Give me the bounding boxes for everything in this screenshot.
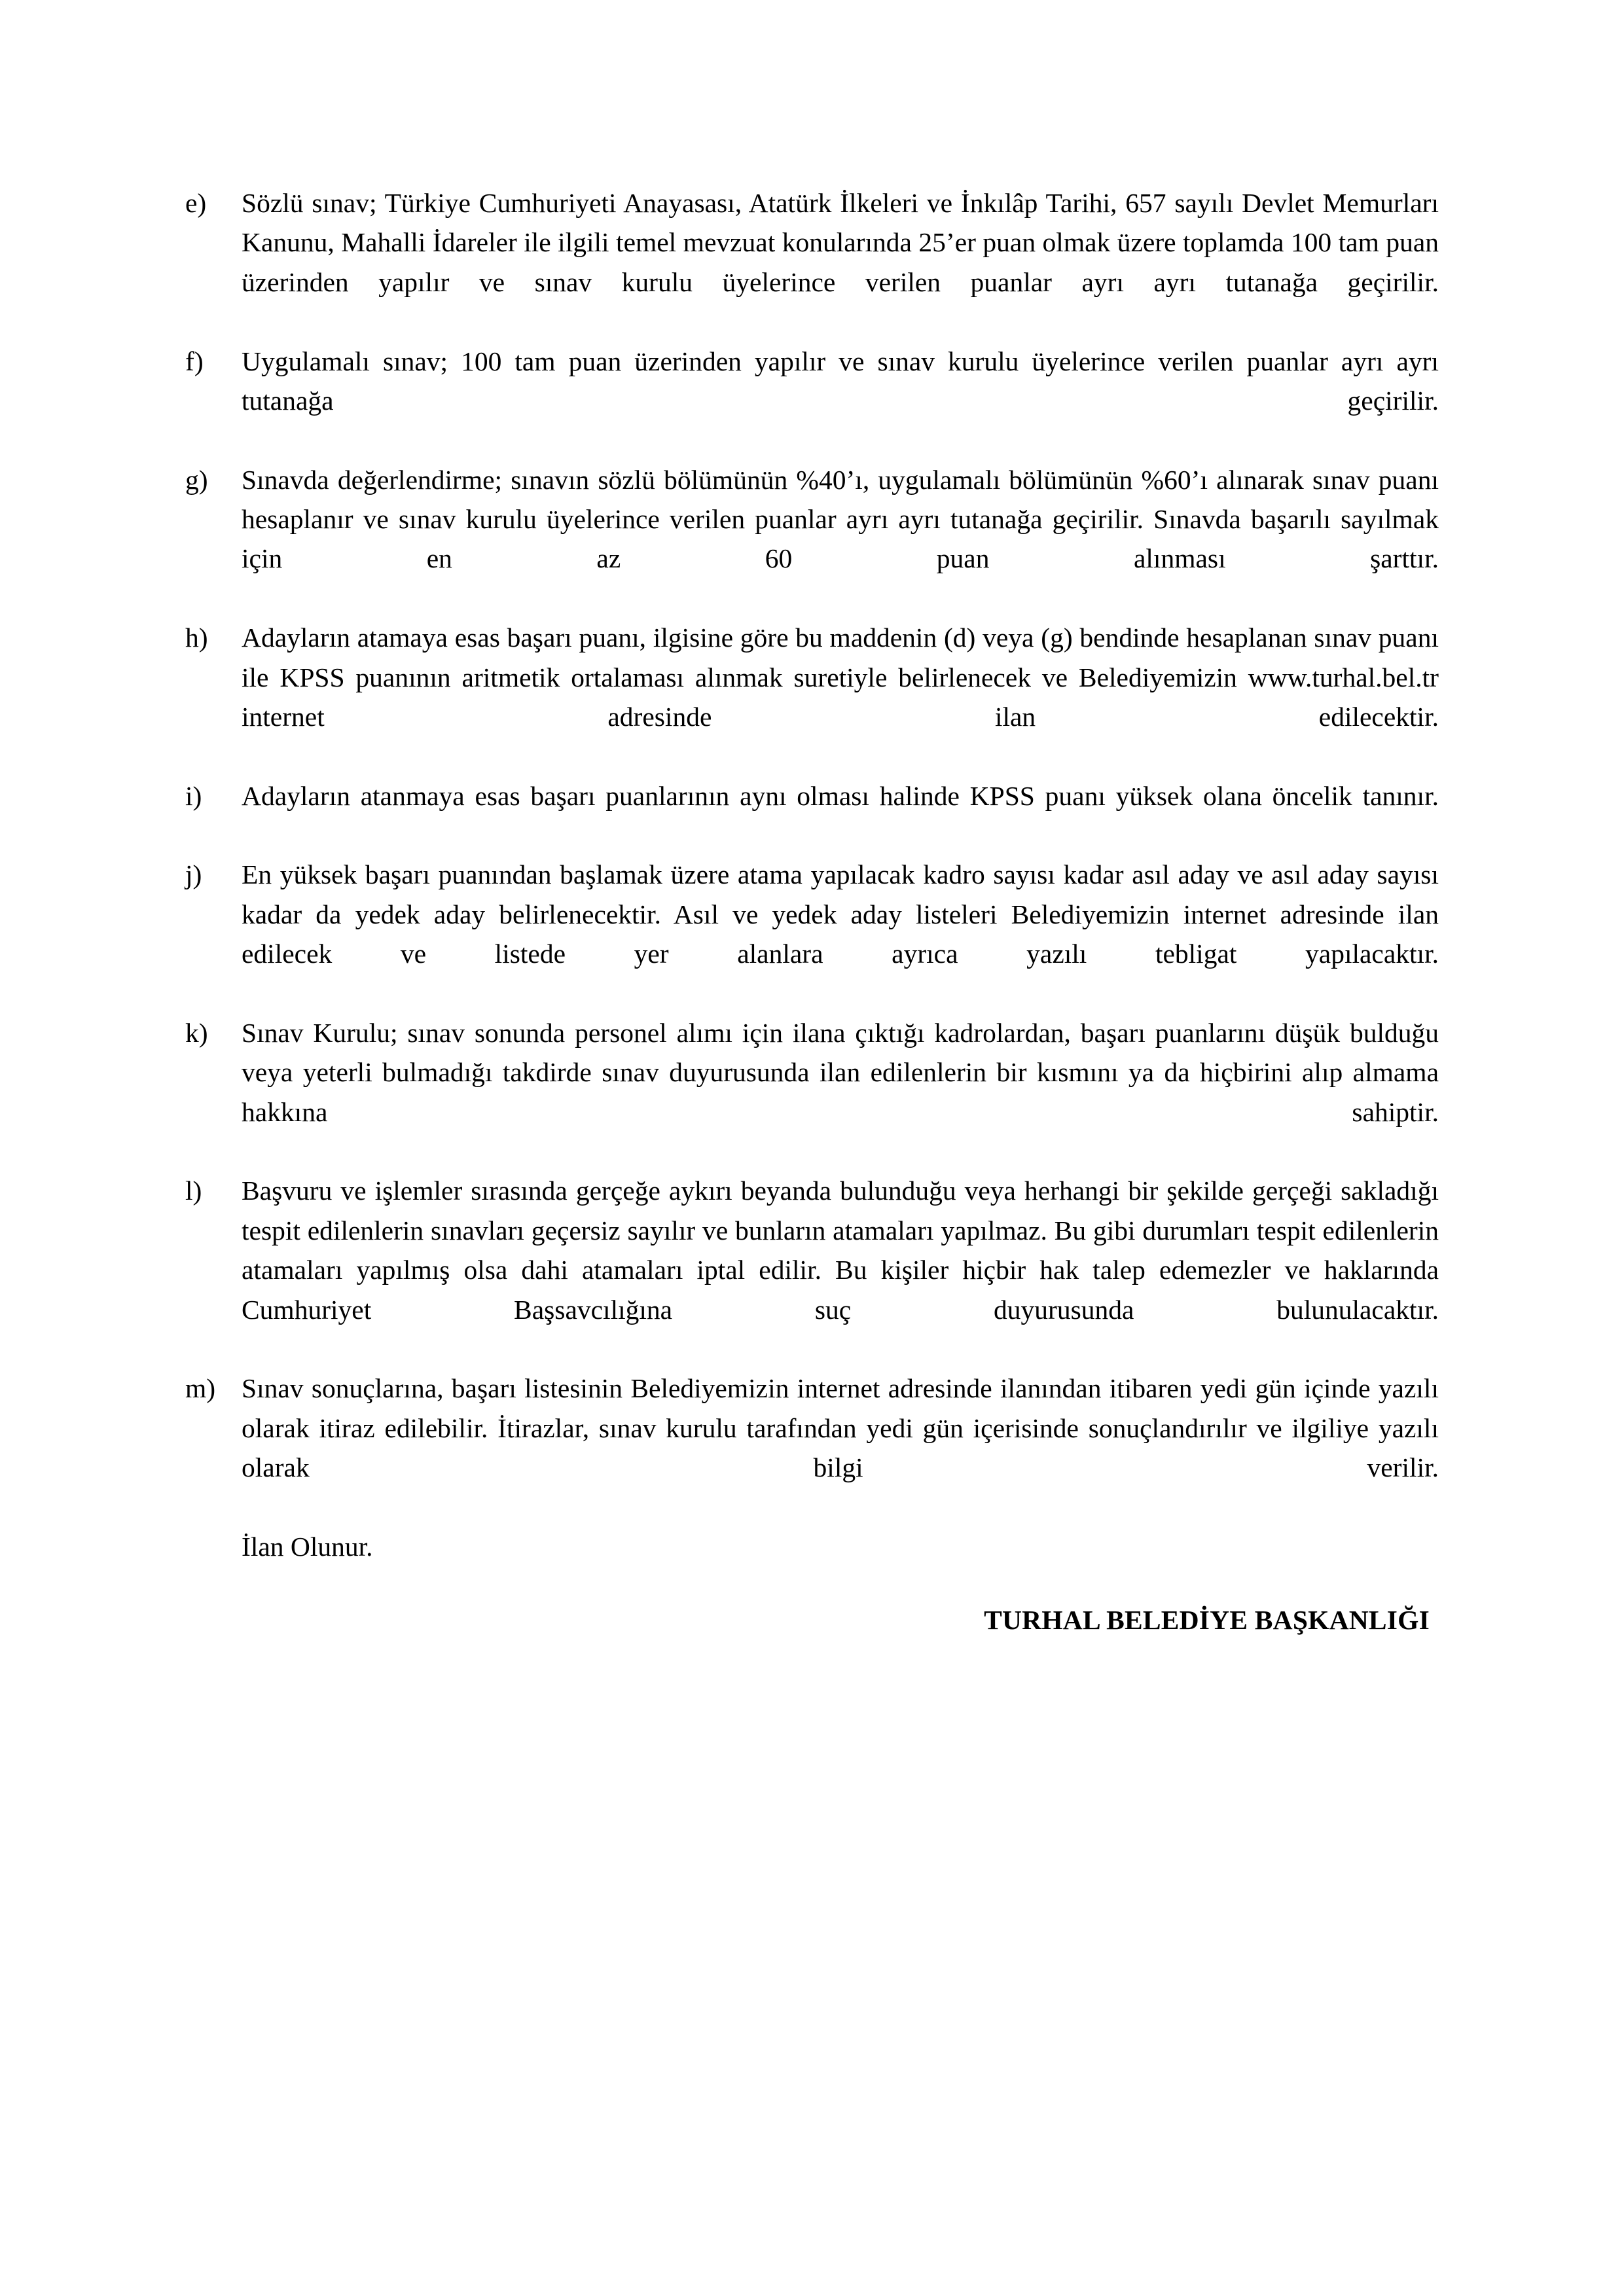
list-item-text: Sınavda değerlendirme; sınavın sözlü bölümünün %40’ı, uygulamalı bölümünün %60’ı alınarak sınav puanı hesaplanır ve sınav kurulu üyelerince verilen puanlar ayrı ayrı tutanağa geçirilir. Sınavda başarılı sayılmak için en az 60 puan alınması şarttır. [242, 464, 1439, 574]
document-body [185, 183, 1439, 1636]
list-item [185, 855, 1439, 1013]
signature-block: TURHAL BELEDİYE BAŞKANLIĞI [984, 1605, 1430, 1636]
list-item-marker: e) [185, 188, 207, 218]
list-item-text: En yüksek başarı puanından başlamak üzere atama yapılacak kadro sayısı kadar asıl aday ve asıl aday sayısı kadar da yedek aday belirlenecektir. Asıl ve yedek aday listeleri Belediyemizin internet adresinde ilan edilecek ve listede yer alanlara ayrıca yazılı tebligat yapılacaktır. [242, 859, 1439, 969]
clause-list [185, 183, 1439, 1566]
list-item-marker: j) [185, 859, 202, 890]
list-item-marker: h) [185, 622, 208, 653]
list-item-text: Sınav sonuçlarına, başarı listesinin Belediyemizin internet adresinde ilanından itibaren yedi gün içinde yazılı olarak itiraz edilebilir. İtirazlar, sınav kurulu tarafından yedi gün içerisinde sonuçlandırılır ve ilgiliye yazılı olarak bilgi verilir. [242, 1373, 1439, 1482]
list-item [185, 1369, 1439, 1566]
list-item-text: Uygulamalı sınav; 100 tam puan üzerinden yapılır ve sınav kurulu üyelerince verilen puanlar ayrı ayrı tutanağa geçirilir. [242, 346, 1439, 416]
list-item [185, 460, 1439, 619]
list-item-marker: g) [185, 464, 208, 495]
list-item [185, 342, 1439, 460]
list-item [185, 1013, 1439, 1172]
list-item-text: Başvuru ve işlemler sırasında gerçeğe aykırı beyanda bulunduğu veya herhangi bir şekilde gerçeği sakladığı tespit edilenlerin sınavları geçersiz sayılır ve bunların atamaları yapılmaz. Bu gibi durumları tespit edilenlerin atamaları yapılmış olsa dahi atamaları iptal edilir. Bu kişiler hiçbir hak talep edemezler ve haklarında Cumhuriyet Başsavcılığına suç duyurusunda bulunulacaktır. [242, 1175, 1439, 1325]
list-item [185, 618, 1439, 776]
list-item-text: Adayların atamaya esas başarı puanı, ilgisine göre bu maddenin (d) veya (g) bendinde hesaplanan sınav puanı ile KPSS puanının aritmetik ortalaması alınmak suretiyle belirlenecek ve Belediyemizin www.turhal.bel.tr internet adresinde ilan edilecektir. [242, 622, 1439, 732]
list-item-text: Sözlü sınav; Türkiye Cumhuriyeti Anayasası, Atatürk İlkeleri ve İnkılâp Tarihi, 657 sayılı Devlet Memurları Kanunu, Mahalli İdareler ile ilgili temel mevzuat konularında 25’er puan olmak üzere toplamda 100 tam puan üzerinden yapılır ve sınav kurulu üyelerince verilen puanlar ayrı ayrı tutanağa geçirilir. [242, 188, 1439, 297]
list-item-text: Adayların atanmaya esas başarı puanlarının aynı olması halinde KPSS puanı yüksek olana öncelik tanınır. [242, 780, 1439, 811]
closing-line: İlan Olunur. [242, 1531, 373, 1562]
list-item [185, 1171, 1439, 1369]
list-item-marker: i) [185, 780, 202, 811]
list-item-marker: m) [185, 1373, 216, 1404]
list-item [185, 183, 1439, 342]
list-item [185, 776, 1439, 855]
list-item-text: Sınav Kurulu; sınav sonunda personel alımı için ilana çıktığı kadrolardan, başarı puanlarını düşük bulduğu veya yeterli bulmadığı takdirde sınav duyurusunda ilan edilenlerin bir kısmını ya da hiçbirini alıp almama hakkına sahiptir. [242, 1017, 1439, 1127]
list-item-marker: l) [185, 1175, 202, 1206]
list-item-marker: f) [185, 346, 204, 376]
list-item-marker: k) [185, 1017, 208, 1048]
